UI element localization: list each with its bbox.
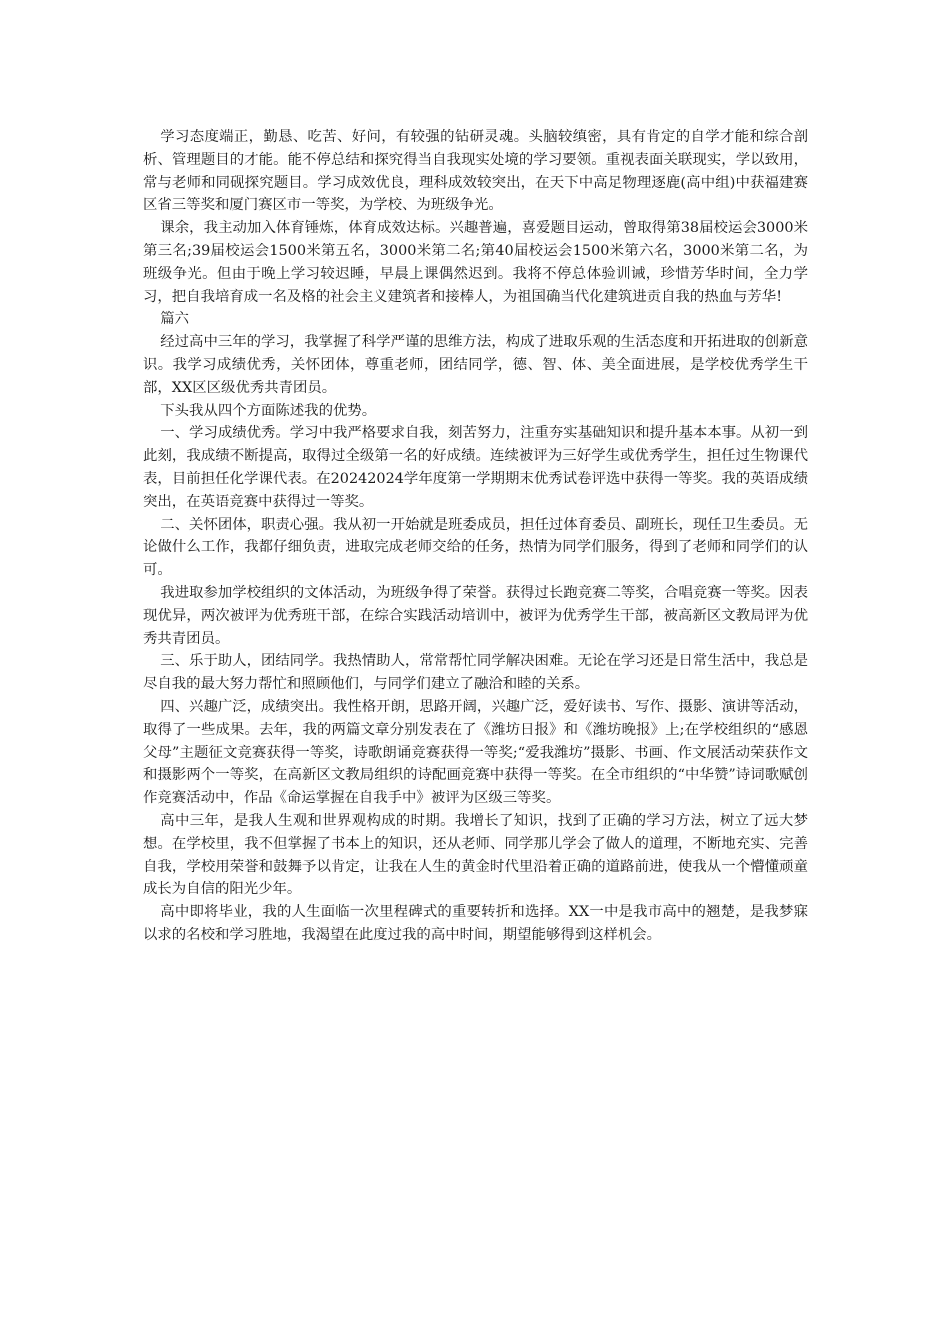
paragraph-point-three: 三、乐于助人，团结同学。我热情助人，常常帮忙同学解决困难。无论在学习还是日常生活中，我总是尽自我的最大努力帮忙和照顾他们，与同学们建立了融洽和睦的关系。 — [143, 653, 808, 693]
paragraph-point-two: 二、关怀团体，职责心强。我从初一开始就是班委成员，担任过体育委员、副班长，现任卫生委员。无论做什么工作，我都仔细负责，进取完成老师交给的任务，热情为同学们服务，得到了老师和同学们的认可。 — [143, 516, 808, 579]
paragraph-overview: 下头我从四个方面陈述我的优势。 — [160, 402, 377, 419]
document-body — [143, 126, 808, 947]
paragraph-graduation: 高中即将毕业，我的人生面临一次里程碑式的重要转折和选择。XX一中是我市高中的翘楚，是我梦寐以求的名校和学习胜地，我渴望在此度过我的高中时间，期望能够得到这样机会。 — [143, 904, 808, 943]
paragraph-activities: 我进取参加学校组织的文体活动，为班级争得了荣誉。获得过长跑竞赛二等奖，合唱竞赛一等奖。因表现优异，两次被评为优秀班干部，在综合实践活动培训中，被评为优秀学生干部，被高新区文教局评为优秀共青团员。 — [143, 584, 808, 647]
paragraph-point-one: 一、学习成绩优秀。学习中我严格要求自我，刻苦努力，注重夯实基础知识和提升基本本事。从初一到此刻，我成绩不断提高，取得过全级第一名的好成绩。连续被评为三好学生或优秀学生，担任过生物课代表，目前担任化学课代表。在20242024学年度第一学期期末优秀试卷评选中获得一等奖。我的英语成绩突出，在英语竞赛中获得过一等奖。 — [143, 425, 808, 510]
paragraph-intro: 经过高中三年的学习，我掌握了科学严谨的思维方法，构成了进取乐观的生活态度和开拓进取的创新意识。我学习成绩优秀，关怀团体，尊重老师，团结同学，德、智、体、美全面进展，是学校优秀学生干部，XX区区级优秀共青团员。 — [143, 334, 808, 396]
paragraph-study-attitude: 学习态度端正，勤恳、吃苦、好问，有较强的钻研灵魂。头脑较缜密，具有肯定的自学才能和综合剖析、管理题目的才能。能不停总结和探究得当自我现实处境的学习要领。重视表面关联现实，学以致用，常与老师和同砚探究题目。学习成效优良，理科成效较突出，在天下中高足物理逐鹿(高中组)中获福建赛区省三等奖和厦门赛区市一等奖，为学校、为班级争光。 — [143, 129, 808, 214]
section-heading: 篇六 — [160, 311, 190, 328]
paragraph-three-years: 高中三年，是我人生观和世界观构成的时期。我增长了知识，找到了正确的学习方法，树立了远大梦想。在学校里，我不但掌握了书本上的知识，还从老师、同学那儿学会了做人的道理，不断地充实、完善自我，学校用荣誉和鼓舞予以肯定，让我在人生的黄金时代里沿着正确的道路前进，使我从一个懵懂顽童成长为自信的阳光少年。 — [143, 812, 808, 898]
paragraph-point-four: 四、兴趣广泛，成绩突出。我性格开朗，思路开阔，兴趣广泛，爱好读书、写作、摄影、演讲等活动，取得了一些成果。去年，我的两篇文章分别发表在了《潍坊日报》和《潍坊晚报》上;在学校组织的“感恩父母”主题征文竞赛获得一等奖，诗歌朗诵竞赛获得一等奖;“爱我潍坊”摄影、书画、作文展活动荣获作文和摄影两个一等奖，在高新区文教局组织的诗配画竞赛中获得一等奖。在全市组织的“中华赞”诗词歌赋创作竞赛活动中，作品《命运掌握在自我手中》被评为区级三等奖。 — [143, 698, 808, 807]
paragraph-extracurricular: 课余，我主动加入体育锤炼，体育成效达标。兴趣普遍，喜爱题目运动，曾取得第38届校运会3000米第三名;39届校运会1500米第五名，3000米第二名;第40届校运会1500米第六名，3000米第二名，为班级争光。但由于晚上学习较迟睡，早晨上课偶然迟到。我将不停总体验训诫，珍惜芳华时间，全力学习，把自我培育成一名及格的社会主义建筑者和接棒人，为祖国确当代化建筑进贡自我的热血与芳华! — [143, 220, 808, 305]
